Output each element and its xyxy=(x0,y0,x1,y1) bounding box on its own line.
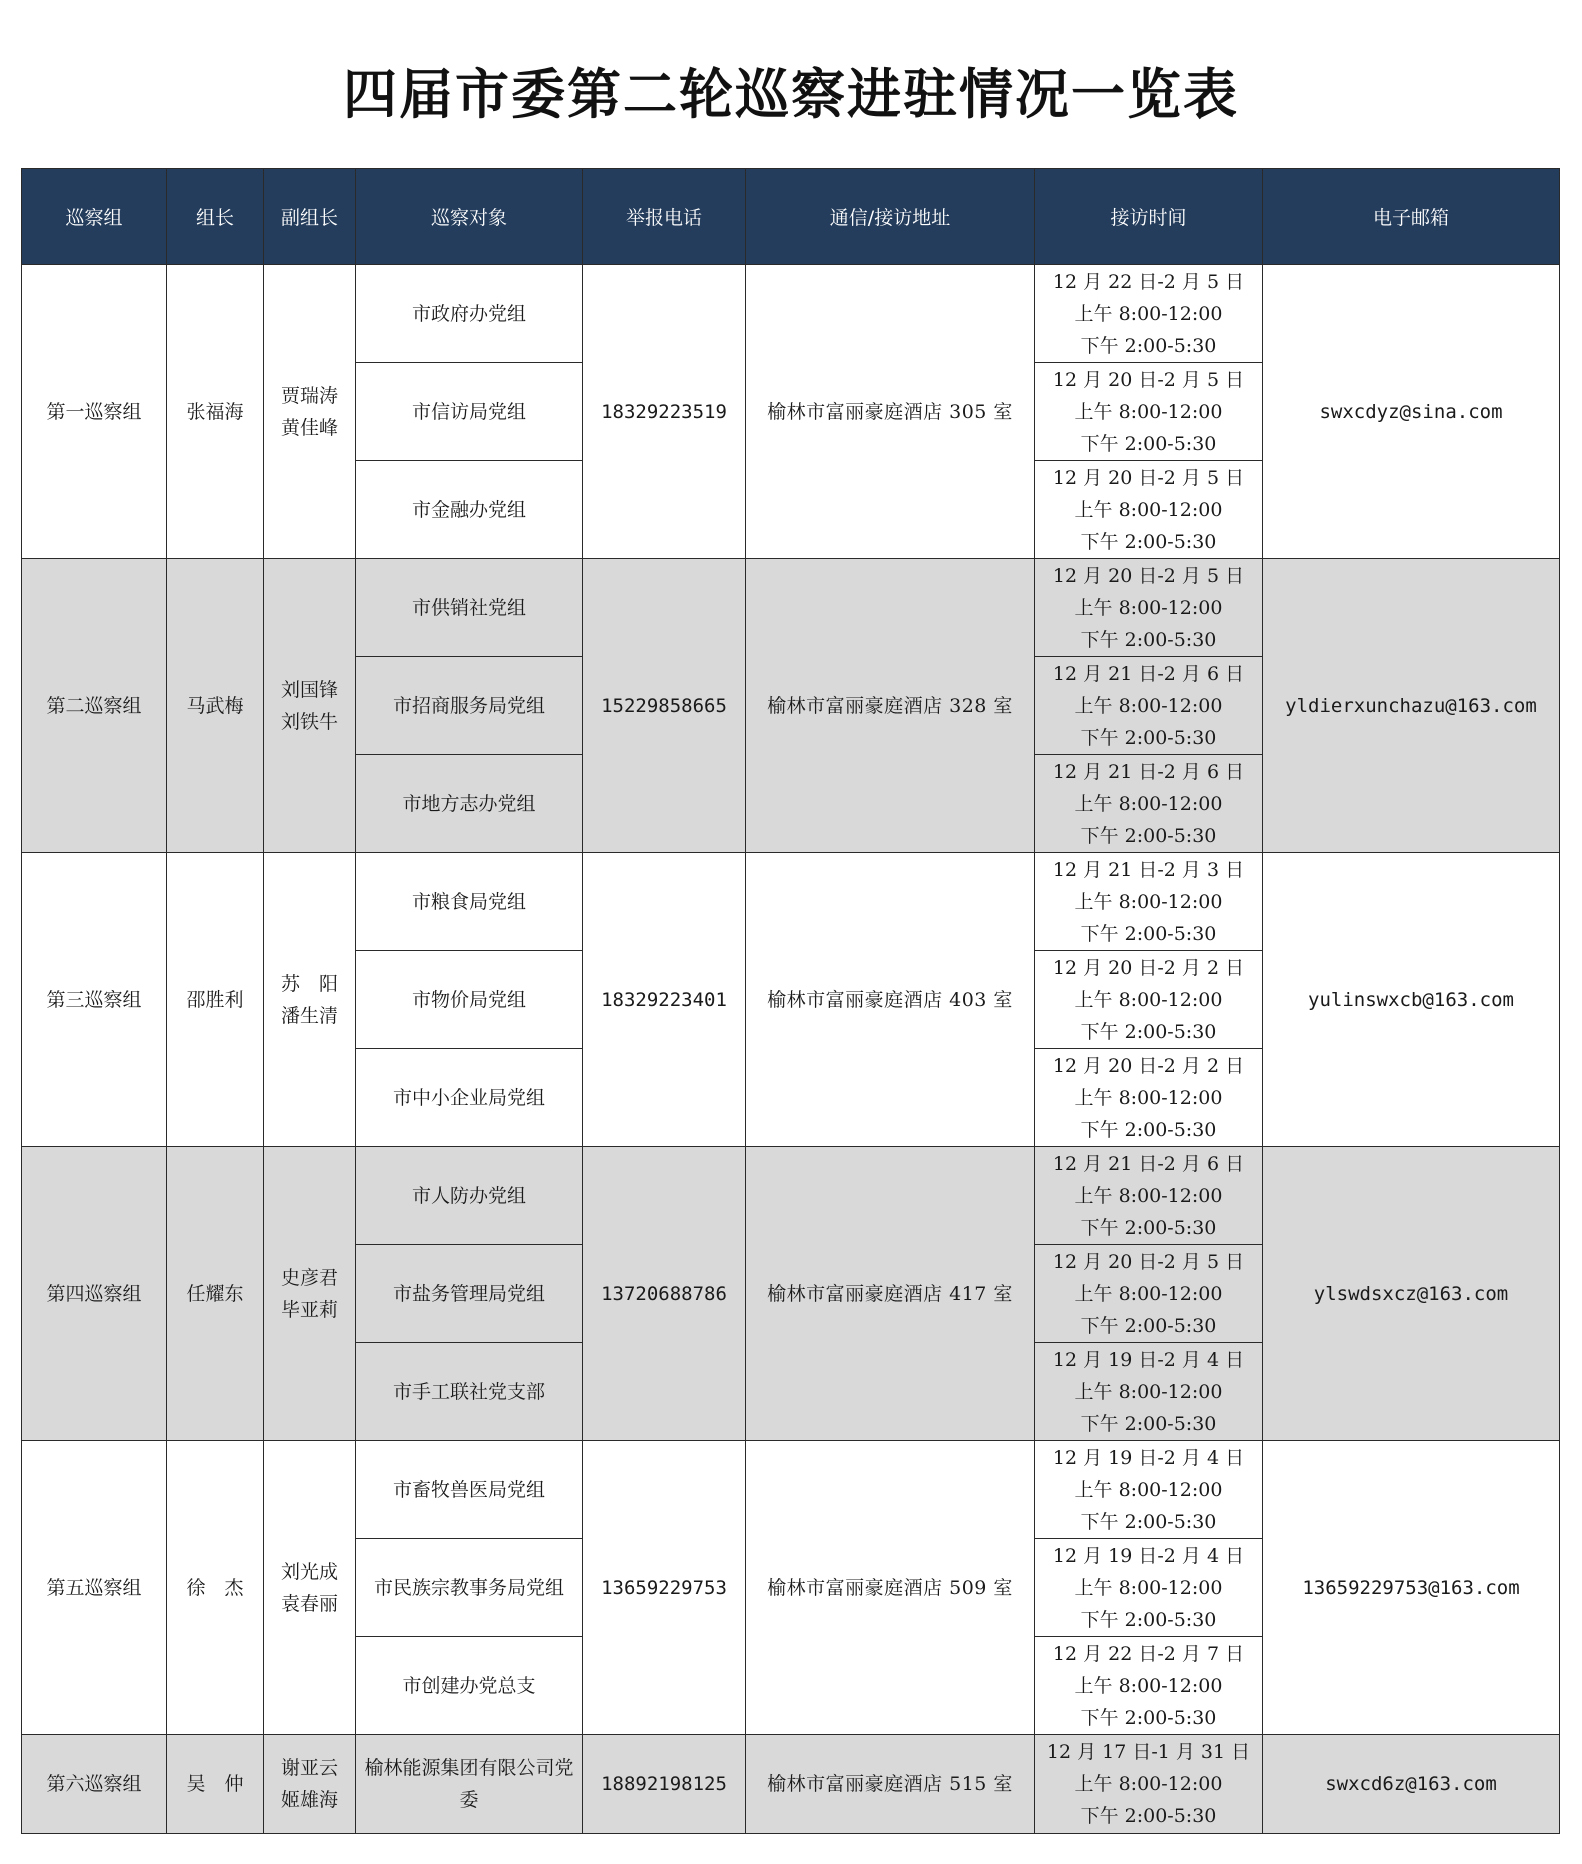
deputy-name: 袁春丽 xyxy=(280,1592,338,1615)
inspection-target: 市民族宗教事务局党组 xyxy=(356,1539,583,1637)
visit-pm: 下午 2:00-5:30 xyxy=(1080,1608,1217,1631)
visit-dates: 12 月 21 日-2 月 6 日 xyxy=(1052,760,1245,783)
inspection-target: 市物价局党组 xyxy=(356,951,583,1049)
visit-pm: 下午 2:00-5:30 xyxy=(1080,530,1217,553)
visit-pm: 下午 2:00-5:30 xyxy=(1080,1216,1217,1239)
deputy-name: 贾瑞涛 xyxy=(280,384,338,407)
visit-time xyxy=(1035,1735,1263,1834)
inspection-table xyxy=(21,168,1560,1834)
visit-am: 上午 8:00-12:00 xyxy=(1074,1674,1223,1697)
group-email[interactable]: swxcd6z@163.com xyxy=(1263,1735,1560,1834)
visit-pm: 下午 2:00-5:30 xyxy=(1080,1412,1217,1435)
inspection-target: 市信访局党组 xyxy=(356,363,583,461)
header-deputy: 副组长 xyxy=(264,169,356,265)
visit-pm: 下午 2:00-5:30 xyxy=(1080,628,1217,651)
visit-dates: 12 月 20 日-2 月 5 日 xyxy=(1052,466,1245,489)
deputy-name: 刘光成 xyxy=(280,1560,338,1583)
visit-dates: 12 月 20 日-2 月 5 日 xyxy=(1052,368,1245,391)
group-deputies xyxy=(264,1441,356,1735)
visit-pm: 下午 2:00-5:30 xyxy=(1080,1020,1217,1043)
visit-pm: 下午 2:00-5:30 xyxy=(1080,432,1217,455)
visit-time xyxy=(1035,853,1263,951)
report-phone: 13720688786 xyxy=(583,1147,746,1441)
group-name: 第四巡察组 xyxy=(22,1147,167,1441)
visit-dates: 12 月 19 日-2 月 4 日 xyxy=(1052,1348,1245,1371)
inspection-target: 市畜牧兽医局党组 xyxy=(356,1441,583,1539)
header-time: 接访时间 xyxy=(1035,169,1263,265)
inspection-target: 市地方志办党组 xyxy=(356,755,583,853)
report-phone: 13659229753 xyxy=(583,1441,746,1735)
report-phone: 18329223519 xyxy=(583,265,746,559)
visit-dates: 12 月 20 日-2 月 5 日 xyxy=(1052,1250,1245,1273)
deputy-name: 刘铁牛 xyxy=(280,710,338,733)
inspection-target: 市政府办党组 xyxy=(356,265,583,363)
visit-pm: 下午 2:00-5:30 xyxy=(1080,726,1217,749)
report-phone: 18892198125 xyxy=(583,1735,746,1834)
group-deputies xyxy=(264,265,356,559)
visit-address: 榆林市富丽豪庭酒店 417 室 xyxy=(746,1147,1035,1441)
group-leader: 邵胜利 xyxy=(167,853,264,1147)
inspection-target: 市金融办党组 xyxy=(356,461,583,559)
visit-am: 上午 8:00-12:00 xyxy=(1074,302,1223,325)
visit-time xyxy=(1035,1049,1263,1147)
visit-am: 上午 8:00-12:00 xyxy=(1074,400,1223,423)
group-deputies xyxy=(264,853,356,1147)
visit-time xyxy=(1035,1245,1263,1343)
visit-dates: 12 月 20 日-2 月 5 日 xyxy=(1052,564,1245,587)
deputy-name: 毕亚莉 xyxy=(280,1298,338,1321)
group-name: 第六巡察组 xyxy=(22,1735,167,1834)
deputy-name: 潘生清 xyxy=(280,1004,338,1027)
visit-am: 上午 8:00-12:00 xyxy=(1074,1576,1223,1599)
deputy-name: 刘国锋 xyxy=(280,678,338,701)
visit-dates: 12 月 19 日-2 月 4 日 xyxy=(1052,1544,1245,1567)
inspection-target: 市招商服务局党组 xyxy=(356,657,583,755)
visit-address: 榆林市富丽豪庭酒店 328 室 xyxy=(746,559,1035,853)
table-row xyxy=(22,559,1560,657)
report-phone: 15229858665 xyxy=(583,559,746,853)
visit-pm: 下午 2:00-5:30 xyxy=(1080,1118,1217,1141)
visit-pm: 下午 2:00-5:30 xyxy=(1080,922,1217,945)
visit-am: 上午 8:00-12:00 xyxy=(1074,498,1223,521)
visit-time xyxy=(1035,1147,1263,1245)
group-leader: 任耀东 xyxy=(167,1147,264,1441)
visit-am: 上午 8:00-12:00 xyxy=(1074,694,1223,717)
visit-am: 上午 8:00-12:00 xyxy=(1074,792,1223,815)
visit-dates: 12 月 22 日-2 月 5 日 xyxy=(1052,270,1245,293)
inspection-target: 市粮食局党组 xyxy=(356,853,583,951)
visit-address: 榆林市富丽豪庭酒店 403 室 xyxy=(746,853,1035,1147)
table-row xyxy=(22,1735,1560,1834)
group-email[interactable]: swxcdyz@sina.com xyxy=(1263,265,1560,559)
visit-pm: 下午 2:00-5:30 xyxy=(1080,1510,1217,1533)
visit-time xyxy=(1035,657,1263,755)
group-name: 第三巡察组 xyxy=(22,853,167,1147)
group-email[interactable]: yulinswxcb@163.com xyxy=(1263,853,1560,1147)
visit-time xyxy=(1035,1343,1263,1441)
visit-am: 上午 8:00-12:00 xyxy=(1074,1086,1223,1109)
deputy-name: 史彦君 xyxy=(280,1266,338,1289)
deputy-name: 姬雄海 xyxy=(280,1789,338,1811)
visit-pm: 下午 2:00-5:30 xyxy=(1080,1706,1217,1729)
group-name: 第五巡察组 xyxy=(22,1441,167,1735)
group-leader: 马武梅 xyxy=(167,559,264,853)
deputy-name: 黄佳峰 xyxy=(280,416,338,439)
deputy-name: 谢亚云 xyxy=(280,1757,338,1779)
inspection-target: 市手工联社党支部 xyxy=(356,1343,583,1441)
visit-pm: 下午 2:00-5:30 xyxy=(1080,1314,1217,1337)
table-row xyxy=(22,265,1560,363)
inspection-target: 市人防办党组 xyxy=(356,1147,583,1245)
table-row xyxy=(22,1441,1560,1539)
inspection-target: 榆林能源集团有限公司党委 xyxy=(356,1735,583,1834)
group-name: 第二巡察组 xyxy=(22,559,167,853)
group-leader: 吴 仲 xyxy=(167,1735,264,1834)
visit-am: 上午 8:00-12:00 xyxy=(1074,596,1223,619)
group-email[interactable]: yldierxunchazu@163.com xyxy=(1263,559,1560,853)
group-email[interactable]: ylswdsxcz@163.com xyxy=(1263,1147,1560,1441)
header-leader: 组长 xyxy=(167,169,264,265)
visit-dates: 12 月 20 日-2 月 2 日 xyxy=(1052,1054,1245,1077)
visit-time xyxy=(1035,1539,1263,1637)
header-group: 巡察组 xyxy=(22,169,167,265)
visit-am: 上午 8:00-12:00 xyxy=(1074,988,1223,1011)
visit-dates: 12 月 21 日-2 月 3 日 xyxy=(1052,858,1245,881)
visit-am: 上午 8:00-12:00 xyxy=(1074,1773,1223,1795)
page-title: 四届市委第二轮巡察进驻情况一览表 xyxy=(343,62,1239,126)
header-email: 电子邮箱 xyxy=(1263,169,1560,265)
visit-time xyxy=(1035,755,1263,853)
visit-pm: 下午 2:00-5:30 xyxy=(1080,1805,1217,1827)
visit-am: 上午 8:00-12:00 xyxy=(1074,1478,1223,1501)
table-row xyxy=(22,1147,1560,1245)
visit-time xyxy=(1035,951,1263,1049)
visit-dates: 12 月 17 日-1 月 31 日 xyxy=(1046,1741,1251,1763)
group-deputies xyxy=(264,559,356,853)
visit-dates: 12 月 19 日-2 月 4 日 xyxy=(1052,1446,1245,1469)
visit-pm: 下午 2:00-5:30 xyxy=(1080,334,1217,357)
report-phone: 18329223401 xyxy=(583,853,746,1147)
visit-time xyxy=(1035,1441,1263,1539)
visit-am: 上午 8:00-12:00 xyxy=(1074,890,1223,913)
visit-dates: 12 月 20 日-2 月 2 日 xyxy=(1052,956,1245,979)
table-row xyxy=(22,853,1560,951)
visit-pm: 下午 2:00-5:30 xyxy=(1080,824,1217,847)
group-email[interactable]: 13659229753@163.com xyxy=(1263,1441,1560,1735)
header-target: 巡察对象 xyxy=(356,169,583,265)
deputy-name: 苏 阳 xyxy=(280,972,338,995)
visit-time xyxy=(1035,559,1263,657)
visit-am: 上午 8:00-12:00 xyxy=(1074,1380,1223,1403)
visit-time xyxy=(1035,363,1263,461)
group-deputies xyxy=(264,1735,356,1834)
group-deputies xyxy=(264,1147,356,1441)
header-phone: 举报电话 xyxy=(583,169,746,265)
visit-address: 榆林市富丽豪庭酒店 515 室 xyxy=(746,1735,1035,1834)
inspection-target: 市创建办党总支 xyxy=(356,1637,583,1735)
visit-dates: 12 月 21 日-2 月 6 日 xyxy=(1052,662,1245,685)
group-leader: 张福海 xyxy=(167,265,264,559)
table-header-row xyxy=(22,169,1560,265)
inspection-target: 市供销社党组 xyxy=(356,559,583,657)
group-name: 第一巡察组 xyxy=(22,265,167,559)
visit-dates: 12 月 21 日-2 月 6 日 xyxy=(1052,1152,1245,1175)
visit-am: 上午 8:00-12:00 xyxy=(1074,1282,1223,1305)
group-leader: 徐 杰 xyxy=(167,1441,264,1735)
visit-time xyxy=(1035,1637,1263,1735)
visit-time xyxy=(1035,461,1263,559)
visit-am: 上午 8:00-12:00 xyxy=(1074,1184,1223,1207)
inspection-target: 市中小企业局党组 xyxy=(356,1049,583,1147)
visit-address: 榆林市富丽豪庭酒店 305 室 xyxy=(746,265,1035,559)
visit-time xyxy=(1035,265,1263,363)
header-address: 通信/接访地址 xyxy=(746,169,1035,265)
inspection-target: 市盐务管理局党组 xyxy=(356,1245,583,1343)
visit-dates: 12 月 22 日-2 月 7 日 xyxy=(1052,1642,1245,1665)
visit-address: 榆林市富丽豪庭酒店 509 室 xyxy=(746,1441,1035,1735)
